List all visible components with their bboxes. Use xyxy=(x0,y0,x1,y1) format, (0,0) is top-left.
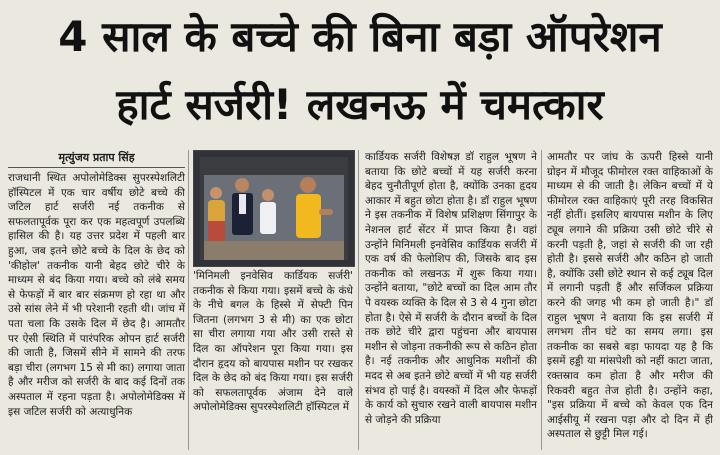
byline: मृत्युंजय प्रताप सिंह xyxy=(58,151,135,164)
column-1-text: राजधानी स्थित अपोलोमेडिक्स सुपरस्पेशलिटी हॉस्पिटल में एक चार वर्षीय छोटे बच्चे की जटिल हार्ट सर्जरी नई तकनीक से सफलतापूर्वक पूरा कर एक महत्वपूर्ण उपलब्धि हासिल की है। यह उत्तर प्रदेश में पहली बार हुआ, जब इतने छोटे बच्चे के दिल के छेद को 'कीहोल' तकनीक यानी बेहद छोटे चीरे के माध्यम से बंद किया गया। बच्चे को लंबे समय से फेफड़ों में बार बार संक्रमण हो रहा था और उसे सांस लेने में भी परेशानी रहती थी। जांच में पता चला कि उसके दिल में छेद है। आमतौर पर ऐसी स्थिति में पारंपरिक ओपन हार्ट सर्जरी की जाती है, जिसमें सीने में सामने की तरफ बड़ा चीरा (लगभग 15 से मी का) लगाया जाता है और मरीज को सर्जरी के बाद कई दिनों तक अस्पताल में रहना पड़ता है। अपोलोमेडिक्स में इस जटिल सर्जरी को अत्याधुनिक xyxy=(8,172,185,418)
article-column-2 xyxy=(193,269,353,450)
column-divider xyxy=(358,150,359,450)
column-2-text: 'मिनिमली इनवेसिव कार्डियक सर्जरी' तकनीक से किया गया। इसमें बच्चे के कंधे के नीचे बगल के हिस्से में सेफ्टी पिन जितना (लगभग 3 से मी) का एक छोटा सा चीरा लगाया गया और उसी रास्ते से दिल का ऑपरेशन पूरा किया गया। इस दौरान हृदय को बायपास मशीन पर रखकर दिल के छेद को बंद किया गया। इस सर्जरी को सफलतापूर्वक अंजाम देने वाले अपोलोमेडिक्स सुपरस्पेशलिटी हॉस्पिटल में xyxy=(193,270,353,414)
column-4-text: आमतौर पर जांघ के ऊपरी हिस्से यानी ग्रोइन में मौजूद फीमोरल रक्त वाहिकाओं के माध्यम से की जाती है। लेकिन बच्चों में ये फीमोरल रक्त वाहिकाएं पूरी तरह विकसित नहीं होतीं। इसलिए बायपास मशीन के लिए ट्यूब लगाने की प्रक्रिया उसी छोटे चीरे से करनी पड़ती है, जहां से सर्जरी की जा रही होती है। इससे सर्जरी और कठिन हो जाती है, क्योंकि उसी छोटे स्थान से कई ट्यूब दिल में लगानी पड़ती हैं और सर्जिकल प्रक्रिया करने की जगह भी कम हो जाती है।" डॉ राहुल भूषण ने बताया कि इस सर्जरी में लगभग तीन घंटे का समय लगा। इस तकनीक का सबसे बड़ा फायदा यह है कि इसमें हड्डी या मांसपेशी को नहीं काटा जाता, रक्तस्राव कम होता है और मरीज की रिकवरी बहुत तेज होती है। उन्होंने कहा, "इस प्रक्रिया में बच्चे को केवल एक दिन आईसीयू में रखना पड़ा और दो दिन में ही अस्पताल से छुट्टी मिल गई। xyxy=(547,151,713,441)
article-column-3 xyxy=(365,150,537,450)
article-column-4 xyxy=(547,150,713,450)
byline-divider xyxy=(8,167,185,168)
column-divider xyxy=(188,150,189,450)
column-3-text: कार्डियक सर्जरी विशेषज्ञ डॉ राहुल भूषण ने बताया कि छोटे बच्चों में यह सर्जरी करना बेहद चुनौतीपूर्ण होता है, क्योंकि उनका हृदय आकार में बहुत छोटा होता है। डॉ राहुल भूषण ने इस तकनीक में विशेष प्रशिक्षण सिंगापुर के नेशनल हार्ट सेंटर में प्राप्त किया है। वहां उन्होंने मिनिमली इनवेसिव कार्डियक सर्जरी में एक वर्ष की फेलोशिप की, जिसके बाद इस तकनीक को लखनऊ में शुरू किया गया। उन्होंने बताया, "छोटे बच्चों का दिल आम तौर पे वयस्क व्यक्ति के दिल से 3 से 4 गुना छोटा होता है। ऐसे में सर्जरी के दौरान बच्चों के दिल तक छोटे चीरे द्वारा पहुंचना और बायपास मशीन से जोड़ना तकनीकी रूप से कठिन होता है। नई तकनीक और आधुनिक मशीनों की मदद से अब इतने छोटे बच्चों में भी यह सर्जरी संभव हो पाई है। वयस्कों में दिल और फेफड़ों के कार्य को सुचारु रखने वाली बायपास मशीन से जोड़ने की प्रक्रिया xyxy=(365,151,537,426)
headline-line-2: हार्ट सर्जरी! लखनऊ में चमत्कार xyxy=(116,80,604,129)
column-divider xyxy=(541,150,542,450)
headline-line-1: 4 साल के बच्चे की बिना बड़ा ऑपरेशन xyxy=(58,12,662,61)
article-photo xyxy=(193,150,355,267)
article-column-1 xyxy=(8,150,185,450)
